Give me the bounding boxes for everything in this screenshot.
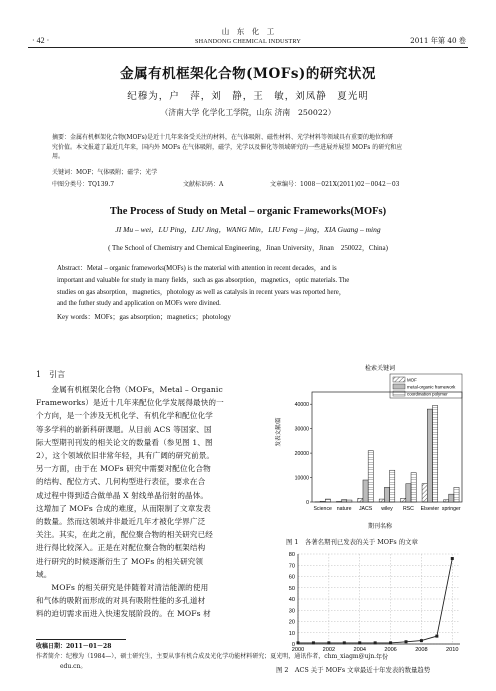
body-line: 进行得比较深入。正是在对配位聚合物的框架结构 xyxy=(36,543,206,553)
bar-jacs-3 xyxy=(368,451,373,502)
x-tick-label: springer xyxy=(441,506,461,512)
y-tick-label: 0 xyxy=(291,642,295,648)
affiliation-en: ( The School of Chemistry and Chemical Engineering，Jinan University，Jinan 250022，China) xyxy=(108,244,388,252)
y-tick-label: 60 xyxy=(288,574,295,581)
legend-swatch xyxy=(393,377,405,382)
body-line: 这增加了 MOFs 合成的难度，从而限制了文章发表 xyxy=(36,503,211,513)
bar-nature-3 xyxy=(347,500,352,502)
article-number: 文章编号：1008－021X(2011)02－0042－03 xyxy=(270,181,400,188)
series-polyline xyxy=(298,559,452,643)
abstract-cn-line: 摘要：金属有机框架化合物(MOFs)是近十几年来备受关注的材料，在气体吸附、磁性材料、光学材料等领域具有重要的地位和研 xyxy=(52,134,393,141)
x-axis-label: 期刊名称 xyxy=(367,524,393,530)
body-line: 进行研究的时候逐渐衍生了 MOFs 的相关研究领 xyxy=(36,556,204,566)
bar-wiley-1 xyxy=(379,499,384,502)
body-line: 个方向，是一个涉及无机化学、有机化学和配位化学 xyxy=(36,411,213,421)
body-column-left xyxy=(36,383,266,621)
author-bio: 作者简介：纪穆为（1984—），硕士研究生，主要从事有机合成及光化学功能材料研究；夏光明，通讯作者，chm_xiagm@ujn. xyxy=(36,653,377,660)
body-line: 和气体的吸附而形成的对具有吸附性能的多孔道材 xyxy=(36,596,206,606)
y-tick-label: 40000 xyxy=(294,402,309,409)
x-tick-label: wiley xyxy=(381,506,393,512)
y-tick-label: 10 xyxy=(288,630,295,637)
chart-title: 检索关键词 xyxy=(364,366,396,372)
bars xyxy=(315,405,459,502)
affiliation-cn: （济南大学 化学化工学院，山东 济南 250022） xyxy=(160,108,336,117)
bar-springer-1 xyxy=(443,500,448,502)
y-tick-label: 80 xyxy=(288,552,295,558)
bar-rsc-2 xyxy=(406,484,411,502)
body-line: 的结构、配位方式、几何构型进行表征，要求在合 xyxy=(36,477,206,487)
bar-wiley-3 xyxy=(390,470,395,502)
footnote xyxy=(36,642,476,672)
abstract-en-line: studies on gas absorption，magnetics，photology as well as catalysis in recent years was reported here， xyxy=(57,288,346,296)
body-line: 的数量。然而这领域并非最近几年才被化学界广泛 xyxy=(36,517,206,527)
grid xyxy=(298,554,460,644)
bar-nature-2 xyxy=(342,500,347,502)
legend-label: coordination polymer xyxy=(407,391,448,397)
legend-label: MOF xyxy=(407,377,417,383)
body-line: 际大型期刊刊发的相关论文的数量看（参见图 1、图 xyxy=(36,437,213,447)
x-axis-label: 年份 xyxy=(375,655,389,661)
x-tick-label: Elsevier xyxy=(420,506,440,512)
footnote-rule xyxy=(36,639,126,640)
y-tick-label: 30 xyxy=(288,608,295,615)
x-tick-label: Science xyxy=(313,506,332,512)
issue-label: 2011 年第 40 卷 xyxy=(410,36,466,45)
received-date: 收稿日期：2011－01－28 xyxy=(36,643,112,650)
y-tick-label: 30000 xyxy=(294,426,309,433)
bar-springer-2 xyxy=(449,494,454,502)
x-tick-label: nature xyxy=(336,506,352,512)
legend-swatch xyxy=(393,384,405,389)
x-tick-label: 2002 xyxy=(322,647,336,653)
x-tick-label: 2000 xyxy=(291,647,305,653)
abstract-en-line: and the futher study and application on MOFs were divined. xyxy=(57,300,221,308)
bar-rsc-1 xyxy=(401,498,406,502)
y-tick-label: 40 xyxy=(288,597,295,603)
bar-rsc-3 xyxy=(411,473,416,502)
abstract-en xyxy=(57,263,455,310)
body-line: 金属有机框架化合物（MOFs，Metal – Organic xyxy=(36,385,223,394)
x-tick-label: 2006 xyxy=(384,647,397,653)
x-tick-label: RSC xyxy=(402,506,414,512)
x-tick-label: 2004 xyxy=(353,647,366,653)
body-line: 等多学科的崭新科研课题。从目前 ACS 等国家、国 xyxy=(36,424,212,434)
journal-title-en: SHANDONG CHEMICAL INDUSTRY xyxy=(194,38,302,45)
body-line: 关注。其实，在此之前，配位聚合物的相关研究已经 xyxy=(36,530,213,540)
abstract-cn xyxy=(52,133,452,162)
y-tick-label: 20 xyxy=(288,619,295,626)
bar-elsevier-3 xyxy=(432,405,437,502)
clc-number: 中图分类号：TQ139.7 xyxy=(52,181,115,188)
body-line: 料的迫切需求而进入快速发展阶段的。在 MOFs 材 xyxy=(36,609,211,619)
abstract-cn-line: 用。 xyxy=(52,153,65,161)
document-code: 文献标识码：A xyxy=(183,181,224,188)
bar-jacs-1 xyxy=(358,498,363,502)
data-point xyxy=(451,557,454,560)
chart-legend xyxy=(390,374,462,398)
journal-header xyxy=(160,27,336,46)
body-line: 2），这个领域依旧非常年轻，具有广阔的研究前景。 xyxy=(36,451,215,461)
axes xyxy=(289,552,460,653)
figure-1-chart xyxy=(270,362,470,532)
article-title-en: The Process of Study on Metal – organic Frameworks(MOFs) xyxy=(109,206,387,217)
plot-border xyxy=(312,392,462,502)
y-tick-label: 0 xyxy=(306,500,309,506)
keywords-en: Key words：MOFs；gas absorption；magnetics；photology xyxy=(57,313,231,321)
article-title-cn: 金属有机框架化合物(MOFs)的研究状况 xyxy=(120,66,376,82)
x-tick-label: 2008 xyxy=(415,647,428,653)
x-tick-labels xyxy=(313,506,460,512)
body-line: 域。 xyxy=(36,569,52,579)
section-heading: 1 引言 xyxy=(36,370,66,379)
abstract-en-line: important and valuable for study in many fields，such as gas absorption，magnetics，optic materials. The xyxy=(57,276,350,284)
bar-science-3 xyxy=(325,499,330,502)
bar-elsevier-1 xyxy=(422,484,427,502)
journal-title-cn: 山 东 化 工 xyxy=(221,27,275,36)
figure-1-caption: 图 1 各著名期刊已发表的关于 MOFs 的文章 xyxy=(286,538,418,546)
page-number: · 42 · xyxy=(32,36,50,45)
bar-science-2 xyxy=(320,501,325,502)
authors-cn: 纪穆为，户 萍，刘 静，王 敏，刘凤静 夏光明 xyxy=(127,91,369,102)
y-axis-label: 发表文献/篇 xyxy=(276,417,282,447)
data-point xyxy=(435,635,438,638)
x-tick-label: 2010 xyxy=(446,647,459,653)
author-bio-continued: edu.cn。 xyxy=(60,663,87,670)
bar-elsevier-2 xyxy=(427,409,432,502)
body-line: 另一方面，由于在 MOFs 研究中需要对配位化合物 xyxy=(36,464,211,474)
figure-2-caption: 图 2 ACS 关于 MOFs 文章最近十年发表的数量趋势 xyxy=(276,666,431,674)
bar-jacs-2 xyxy=(363,480,368,502)
bar-wiley-2 xyxy=(384,487,389,502)
y-tick-label: 10000 xyxy=(294,475,309,482)
legend-label: metal-organic framework xyxy=(407,384,456,390)
bar-springer-3 xyxy=(454,487,459,502)
header-rule xyxy=(28,47,468,48)
y-tick-label: 20000 xyxy=(294,451,309,458)
body-line: Frameworks）是近十几年来配位化学发展得最快的一 xyxy=(36,398,224,408)
keywords-cn: 关键词：MOF；气体吸附；磁学；光学 xyxy=(52,169,158,176)
x-tick-label: JACS xyxy=(358,506,373,512)
y-tick-label: 70 xyxy=(288,563,295,570)
authors-en: JI Mu – wei，LU Ping，LIU Jing，WANG Min，LIU Feng – jing，XIA Guang – ming xyxy=(115,225,381,234)
abstract-en-line: Abstract：Metal – organic frameworks(MOFs) is the material with attention in recent decades，and is xyxy=(57,265,337,272)
body-line: 成过程中得到适合做单晶 X 射线单晶衍射的晶体。 xyxy=(36,490,209,500)
body-line: MOFs 的相关研究是伴随着对清洁能源的使用 xyxy=(36,583,209,593)
abstract-cn-line: 究价值。本文报道了最近几年来，国内外 MOFs 在气体吸附，磁学，光学以及催化等领域研究的一些进展并展望 MOFs 的研究和应 xyxy=(52,143,403,151)
y-tick-label: 50 xyxy=(288,585,295,592)
series-line xyxy=(297,557,454,644)
